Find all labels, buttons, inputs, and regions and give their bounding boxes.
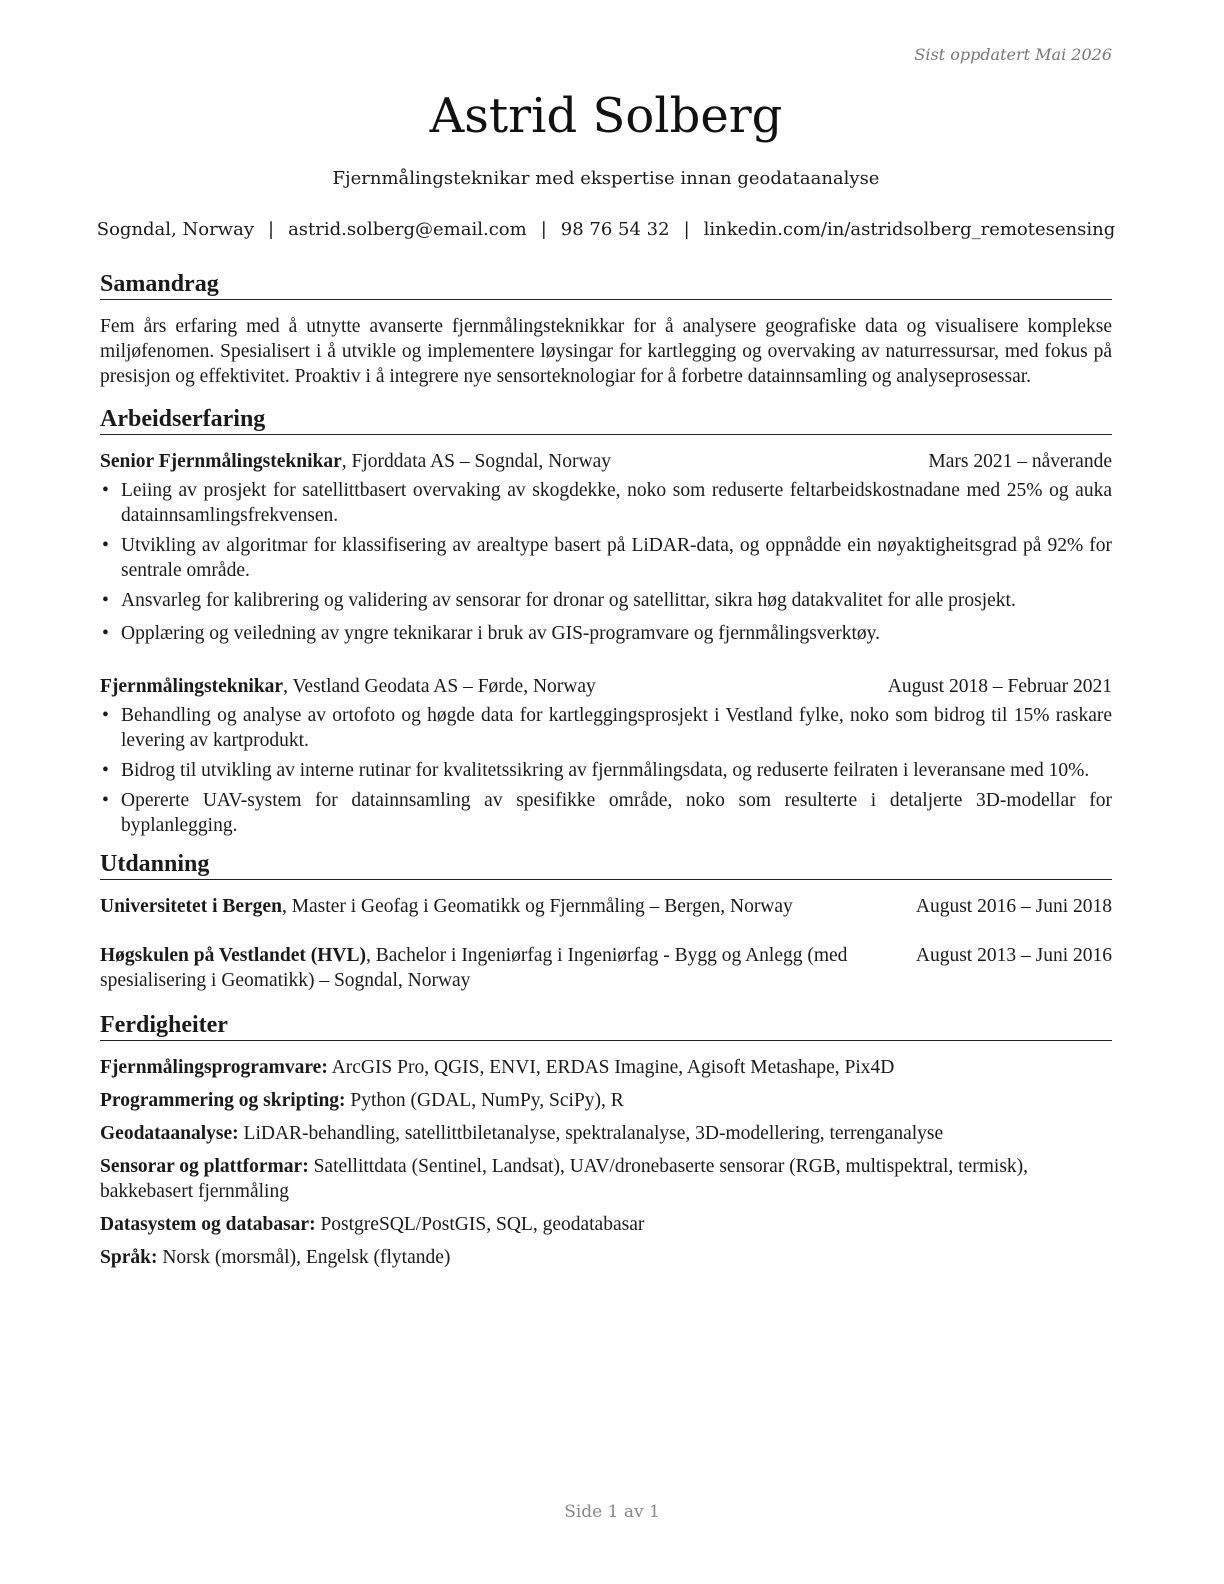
skill-row [100,1121,1112,1146]
job-entry [100,449,1112,646]
job-header [100,674,1112,699]
skill-value: ArcGIS Pro, QGIS, ENVI, ERDAS Imagine, Agisoft Metashape, Pix4D [327,1057,895,1078]
skill-label: Geodataanalyse: [100,1123,239,1144]
degree: , Bachelor i Ingeniørfag i Ingeniørfag - Bygg og Anlegg (med spesialisering i Geomatikk) – Sogndal, Norway [100,945,848,991]
skill-row [100,1212,1112,1237]
education-entry [100,894,1112,919]
skill-label: Datasystem og databasar: [100,1214,316,1235]
education-section [100,850,1112,993]
summary-text: Fem års erfaring med å utnytte avanserte fjernmålingsteknikkar for å analysere geografiske data og visualisere komplekse miljøfenomen. Spesialisert i å utvikle og implementere løysingar for kartlegging og overvaking av naturressursar, med fokus på presisjon og effektivitet. Proaktiv i å integrere nye sensorteknologiar for å forbetre datainnsamling og analyseprosessar. [100,316,1112,387]
education-dates: August 2013 – Juni 2016 [915,945,1112,966]
list-item: • Opplæring og veiledning av yngre teknikarar i bruk av GIS-programvare og fjernmålingsverktøy. [100,621,1112,646]
list-item: • Leiing av prosjekt for satellittbasert overvaking av skogdekke, noko som reduserte feltarbeidskostnadane med 25% og auka datainnsamlingsfrekvensen. [100,478,1112,528]
list-item: • Ansvarleg for kalibrering og validering av sensorar for dronar og satellittar, sikra høg datakvalitet for alle prosjekt. [100,588,1112,613]
job-dates: August 2018 – Februar 2021 [887,676,1112,697]
list-item: • Opererte UAV-system for datainnsamling av spesifikke område, noko som resulterte i detaljerte 3D-modellar for byplanlegging. [100,788,1112,838]
list-item: • Behandling og analyse av ortofoto og høgde data for kartleggingsprosjekt i Vestland fylke, noko som bidrog til 15% raskare levering av kartprodukt. [100,703,1112,753]
job-bullets [100,703,1112,838]
skill-label: Sensorar og plattformar: [100,1156,309,1177]
section-heading-education: Utdanning [100,850,1112,880]
school-name: Høgskulen på Vestlandet (HVL) [100,945,367,966]
skill-value: Python (GDAL, NumPy, SciPy), R [345,1090,624,1111]
skill-label: Programmering og skripting: [100,1090,346,1111]
last-updated: Sist oppdatert Mai 2026 [914,45,1112,64]
contact-separator: | [540,219,547,240]
job-bullets [100,478,1112,646]
job-title: Fjernmålingsteknikar [100,676,284,697]
contact-location: Sogndal, Norway [96,219,254,240]
job-title: Senior Fjernmålingsteknikar [100,451,342,472]
skill-row [100,1245,1112,1270]
school-name: Universitetet i Bergen [100,896,282,917]
job-employer: , Vestland Geodata AS – Førde, Norway [283,676,596,697]
section-heading-summary: Samandrag [100,270,1112,300]
summary-section [100,270,1112,389]
skill-value: PostgreSQL/PostGIS, SQL, geodatabasar [315,1214,645,1235]
contact-separator: | [683,219,690,240]
contact-phone: 98 76 54 32 [560,219,670,240]
skill-label: Språk: [100,1247,158,1268]
job-title-line [100,449,928,474]
resume-content [100,270,1112,1282]
job-dates: Mars 2021 – nåverande [928,451,1112,472]
section-heading-experience: Arbeidserfaring [100,405,1112,435]
contact-line [0,219,1212,240]
contact-separator: | [268,219,275,240]
skill-row [100,1055,1112,1080]
job-title-line [100,674,872,699]
education-dates: August 2016 – Juni 2018 [915,896,1112,917]
skill-value: LiDAR-behandling, satellittbiletanalyse, spektralanalyse, 3D-modellering, terrenganalyse [238,1123,944,1144]
contact-linkedin[interactable]: linkedin.com/in/astridsolberg_remotesensing [703,219,1116,240]
skills-section [100,1011,1112,1270]
skill-value: Satellittdata (Sentinel, Landsat), UAV/dronebaserte sensorar (RGB, multispektral, termisk), bakkebasert fjernmåling [100,1156,1029,1202]
skill-value: Norsk (morsmål), Engelsk (flytande) [157,1247,451,1268]
degree: , Master i Geofag i Geomatikk og Fjernmåling – Bergen, Norway [281,896,793,917]
skill-row [100,1088,1112,1113]
job-employer: , Fjorddata AS – Sogndal, Norway [341,451,611,472]
section-heading-skills: Ferdigheiter [100,1011,1112,1041]
job-entry [100,674,1112,838]
skill-label: Fjernmålingsprogramvare: [100,1057,328,1078]
candidate-name: Astrid Solberg [429,88,783,144]
list-item: • Bidrog til utvikling av interne rutinar for kvalitetssikring av fjernmålingsdata, og reduserte feilraten i leveransane med 10%. [100,758,1112,783]
resume-page [96,0,1116,1584]
contact-email[interactable]: astrid.solberg@email.com [288,219,527,240]
skill-row [100,1154,1112,1204]
page-number: Side 1 av 1 [564,1502,660,1522]
experience-section [100,405,1112,838]
list-item: • Utvikling av algoritmar for klassifisering av arealtype basert på LiDAR-data, og oppnådde ein nøyaktigheitsgrad på 92% for sentrale område. [100,533,1112,583]
tagline: Fjernmålingsteknikar med ekspertise innan geodataanalyse [332,168,880,189]
education-entry [100,943,1112,993]
job-header [100,449,1112,474]
